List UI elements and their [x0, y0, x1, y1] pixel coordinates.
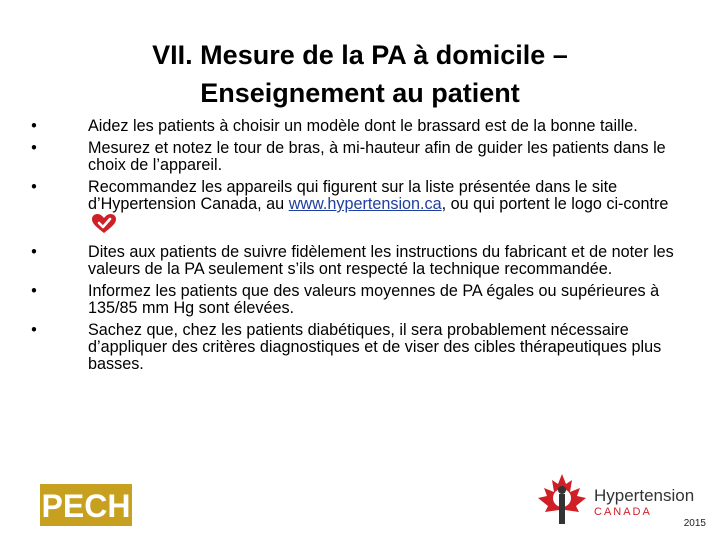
bullet-marker: •: [31, 178, 37, 196]
bullet-marker: •: [31, 282, 37, 300]
title-line-2: Enseignement au patient: [200, 78, 520, 108]
bullet-item: [28, 179, 692, 239]
slide-title: [60, 36, 660, 112]
bullet-item: [28, 118, 692, 135]
bullet-text: Aidez les patients à choisir un modèle dont le brassard est de la bonne taille.: [88, 117, 638, 135]
heart-check-icon: [91, 213, 117, 239]
bullet-marker: •: [31, 243, 37, 261]
hypertension-link[interactable]: www.hypertension.ca: [288, 195, 442, 213]
bullet-text: Mesurez et notez le tour de bras, à mi-hauteur afin de guider les patients dans le choix de l’appareil.: [88, 139, 666, 174]
title-line-1: VII. Mesure de la PA à domicile –: [152, 40, 568, 70]
bullet-text-after: , ou qui portent le logo ci-contre: [441, 195, 669, 213]
bullet-item: [28, 244, 692, 278]
bullet-marker: •: [31, 139, 37, 157]
canada-word: CANADA: [594, 506, 652, 518]
bullet-item: [28, 283, 692, 317]
bullet-text: Informez les patients que des valeurs moyennes de PA égales ou supérieures à 135/85 mm Hg sont élevées.: [88, 282, 660, 317]
bullet-marker: •: [31, 117, 37, 135]
bullet-text-before: Recommandez les appareils qui figurent sur la liste présentée dans le site d’Hypertension Canada, au: [88, 178, 618, 213]
hypertension-word: Hypertension: [594, 486, 695, 505]
bullet-item: [28, 322, 692, 373]
pech-logo: [40, 484, 132, 531]
year-label: 2015: [683, 518, 706, 529]
bullet-marker: •: [31, 321, 37, 339]
bullet-list: [28, 118, 692, 378]
bullet-text: Sachez que, chez les patients diabétiques, il sera probablement nécessaire d’appliquer des critères diagnostiques et de viser des cibles thérapeutiques plus basses.: [88, 321, 662, 373]
pech-logo-text: PECH: [41, 488, 131, 524]
bullet-item: [28, 140, 692, 174]
bullet-text: Dites aux patients de suivre fidèlement les instructions du fabricant et de noter les valeurs de la PA seulement s’ils ont respecté la technique recommandée.: [88, 243, 674, 278]
maple-leaf-icon: [532, 470, 592, 530]
